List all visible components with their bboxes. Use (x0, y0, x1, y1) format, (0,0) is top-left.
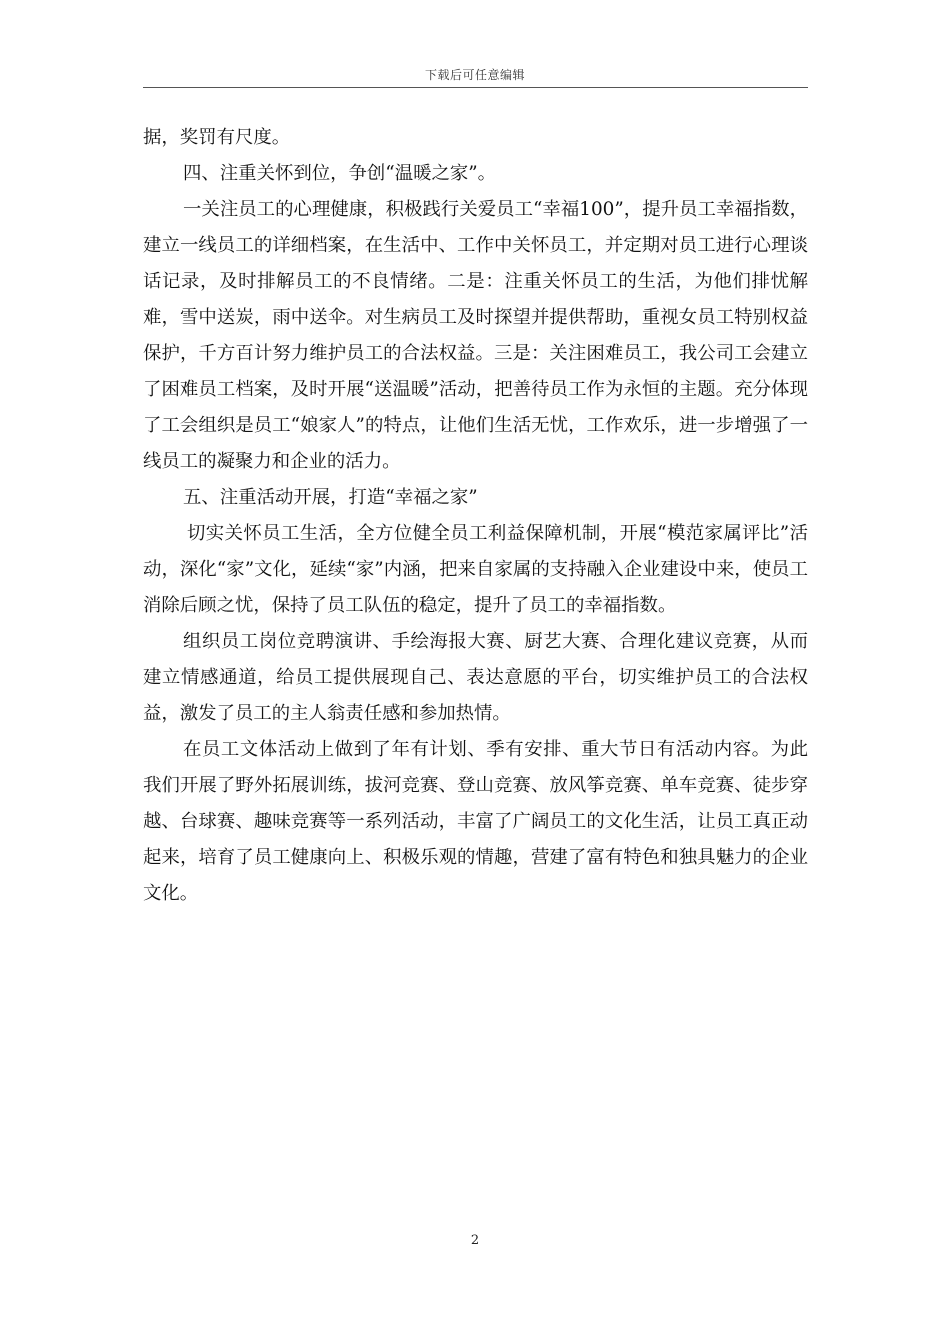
document-body (143, 120, 808, 912)
paragraph-family: 切实关怀员工生活，全方位健全员工利益保障机制，开展“模范家属评比”活动，深化“家”文化，延续“家”内涵，把来自家属的支持融入企业建设中来，使员工消除后顾之忧，保持了员工队伍的稳定，提升了员工的幸福指数。 (143, 523, 808, 616)
section-heading-four: 四、注重关怀到位，争创“温暖之家”。 (183, 163, 497, 184)
paragraph-competitions: 组织员工岗位竞聘演讲、手绘海报大赛、厨艺大赛、合理化建议竞赛，从而建立情感通道，给员工提供展现自己、表达意愿的平台，切实维护员工的合法权益，激发了员工的主人翁责任感和参加热情。 (143, 631, 808, 724)
page-number: 2 (470, 1233, 480, 1248)
paragraph-activities: 在员工文体活动上做到了年有计划、季有安排、重大节日有活动内容。为此我们开展了野外拓展训练，拔河竞赛、登山竞赛、放风筝竞赛、单车竞赛、徒步穿越、台球赛、趣味竞赛等一系列活动，丰富了广阔员工的文化生活，让员工真正动起来，培育了员工健康向上、积极乐观的情趣，营建了富有特色和独具魅力的企业文化。 (143, 739, 808, 904)
paragraph-care: 一关注员工的心理健康，积极践行关爱员工“幸福100”，提升员工幸福指数，建立一线员工的详细档案，在生活中、工作中关怀员工，并定期对员工进行心理谈话记录，及时排解员工的不良情绪。二是：注重关怀员工的生活，为他们排忧解难，雪中送炭，雨中送伞。对生病员工及时探望并提供帮助，重视女员工特别权益保护，千方百计努力维护员工的合法权益。三是：关注困难员工，我公司工会建立了困难员工档案，及时开展“送温暖”活动，把善待员工作为永恒的主题。充分体现了工会组织是员工“娘家人”的特点，让他们生活无忧，工作欢乐，进一步增强了一线员工的凝聚力和企业的活力。 (143, 199, 808, 472)
paragraph-continuation: 据，奖罚有尺度。 (143, 127, 291, 148)
page-header: 下载后可任意编辑 (424, 68, 525, 82)
section-heading-five: 五、注重活动开展，打造“幸福之家” (183, 487, 478, 508)
header-divider (143, 87, 808, 88)
